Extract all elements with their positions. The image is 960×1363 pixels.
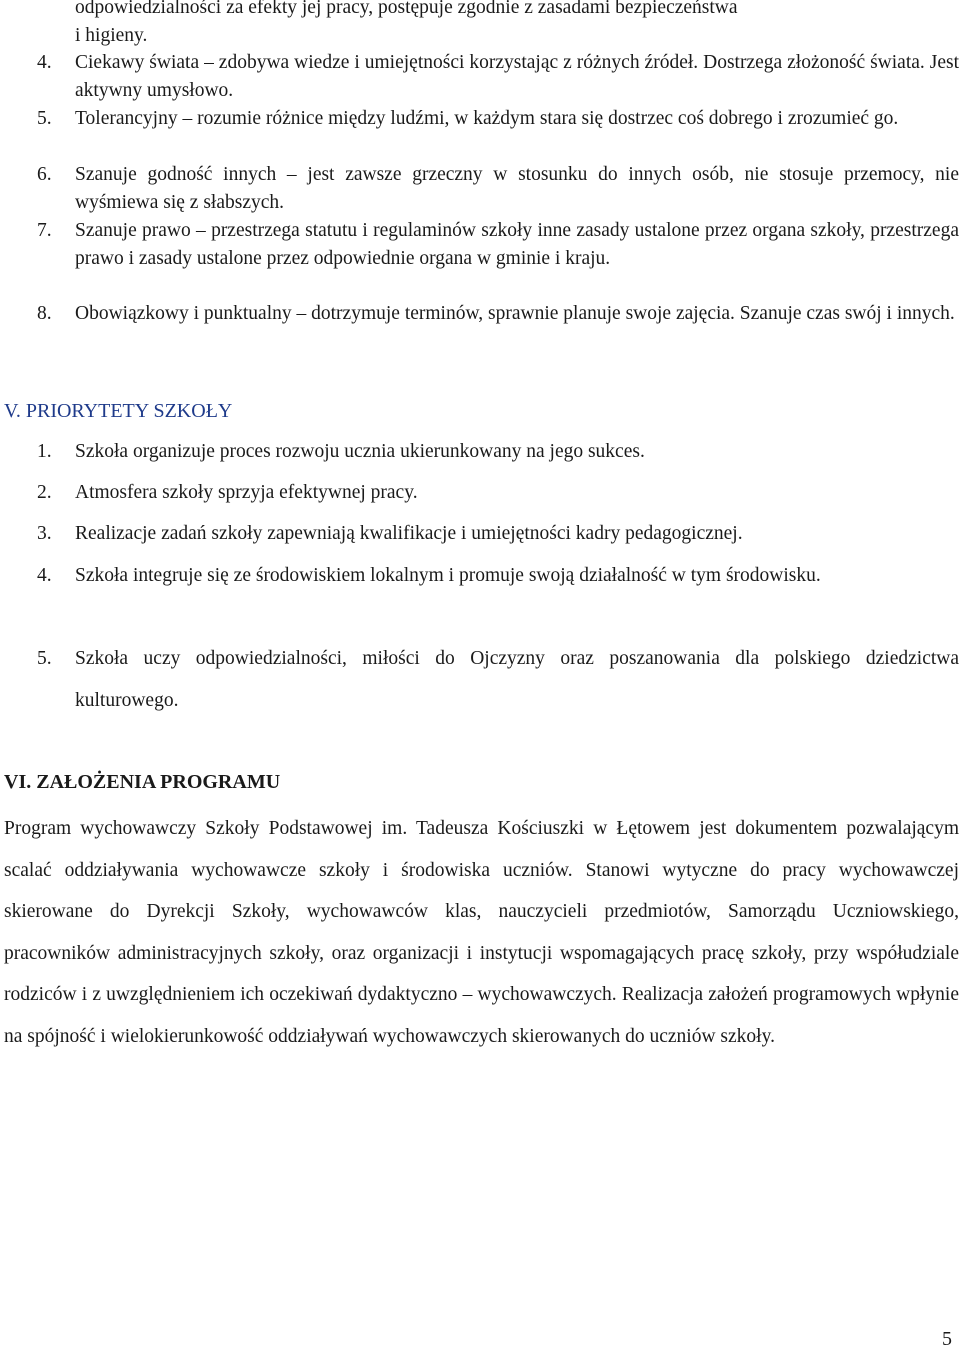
list-item bbox=[37, 638, 959, 722]
list-item-text: Szanuje prawo – przestrzega statutu i regulaminów szkoły inne zasady ustalone przez organa szkoły, przestrzega prawo i zasady ustalone przez odpowiednie organa w gminie i kraju. bbox=[75, 220, 959, 269]
list-item-text: Szkoła organizuje proces rozwoju ucznia ukierunkowany na jego sukces. bbox=[75, 441, 645, 462]
list-item-number: 4. bbox=[37, 52, 52, 73]
list-item bbox=[37, 555, 959, 597]
continued-line-1: odpowiedzialności za efekty jej pracy, postępuje zgodnie z zasadami bezpieczeństwa bbox=[75, 0, 738, 18]
list-item-text: Tolerancyjny – rozumie różnice między ludźmi, w każdym stara się dostrzec coś dobrego i zrozumieć go. bbox=[75, 108, 899, 129]
section-heading-vi: VI. ZAŁOŻENIA PROGRAMU bbox=[4, 771, 281, 793]
list-item bbox=[37, 217, 959, 273]
list-item-number: 8. bbox=[37, 303, 52, 324]
page-number: 5 bbox=[942, 1328, 952, 1350]
list-item bbox=[37, 161, 959, 217]
list-item-text: Szkoła integruje się ze środowiskiem lokalnym i promuje swoją działalność w tym środowisku. bbox=[75, 565, 821, 586]
list-item bbox=[37, 300, 959, 328]
list-item bbox=[37, 105, 959, 133]
list-item-number: 2. bbox=[37, 482, 52, 503]
list-item bbox=[37, 438, 959, 466]
continued-line-2: i higieny. bbox=[75, 25, 148, 46]
list-item-text: Szanuje godność innych – jest zawsze grzeczny w stosunku do innych osób, nie stosuje przemocy, nie wyśmiewa się z słabszych. bbox=[75, 164, 959, 213]
list-item-text: Realizacje zadań szkoły zapewniają kwalifikacje i umiejętności kadry pedagogicznej. bbox=[75, 523, 743, 544]
list-item-number: 4. bbox=[37, 565, 52, 586]
list-item-text: Atmosfera szkoły sprzyja efektywnej pracy. bbox=[75, 482, 418, 503]
continued-text bbox=[75, 0, 959, 50]
list-item-number: 5. bbox=[37, 648, 52, 669]
program-assumptions-paragraph: Program wychowawczy Szkoły Podstawowej im. Tadeusza Kościuszki w Łętowem jest dokumentem pozwalającym scalać oddziaływania wychowawcze szkoły i środowiska uczniów. Stanowi wytyczne do pracy wychowawczej skierowane do Dyrekcji Szkoły, wychowawców klas, nauczycieli przedmiotów, Samorządu Uczniowskiego, pracowników administracyjnych szkoły, oraz organizacji i instytucji wspomagających pracę szkoły, przy współudziale rodziców i z uwzględnieniem ich oczekiwań dydaktyczno – wychowawczych. Realizacja założeń programowych wpłynie na spójność i wielokierunkowość oddziaływań wychowawczych skierowanych do uczniów szkoły. bbox=[4, 818, 959, 1047]
list-item-number: 1. bbox=[37, 441, 52, 462]
list-item-number: 7. bbox=[37, 220, 52, 241]
list-item bbox=[37, 520, 959, 548]
list-item bbox=[37, 479, 959, 507]
section-heading-v: V. PRIORYTETY SZKOŁY bbox=[4, 400, 233, 422]
list-item-text: Obowiązkowy i punktualny – dotrzymuje terminów, sprawnie planuje swoje zajęcia. Szanuje czas swój i innych. bbox=[75, 303, 955, 324]
list-item-number: 3. bbox=[37, 523, 52, 544]
list-item-number: 5. bbox=[37, 108, 52, 129]
list-item-text: Szkoła uczy odpowiedzialności, miłości do Ojczyzny oraz poszanowania dla polskiego dziedzictwa kulturowego. bbox=[75, 648, 959, 711]
list-item-text: Ciekawy świata – zdobywa wiedze i umiejętności korzystając z różnych źródeł. Dostrzega złożoność świata. Jest aktywny umysłowo. bbox=[75, 52, 959, 101]
list-item bbox=[37, 49, 959, 105]
list-item-number: 6. bbox=[37, 164, 52, 185]
